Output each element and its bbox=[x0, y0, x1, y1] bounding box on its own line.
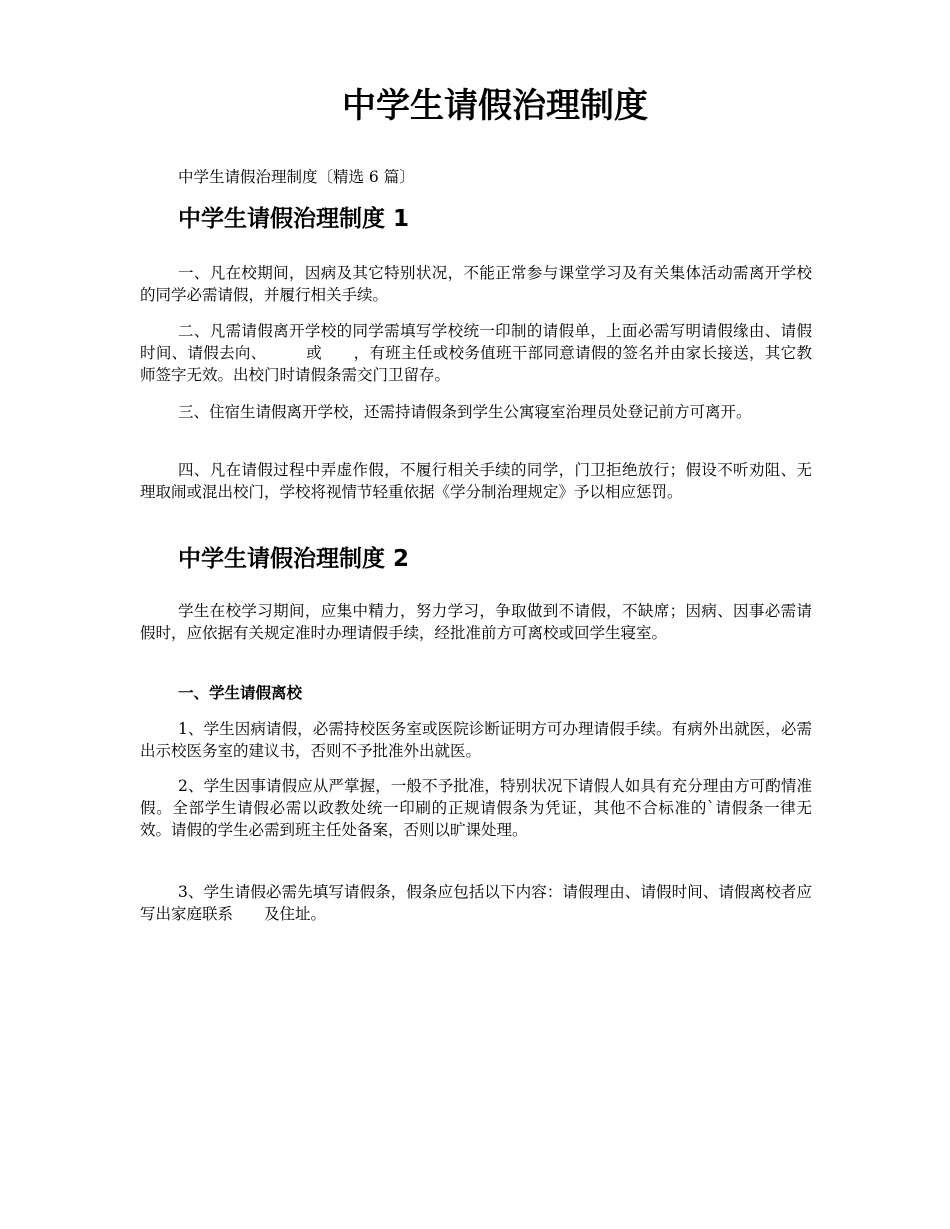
section-1-paragraph-4: 四、凡在请假过程中弄虚作假，不履行相关手续的同学，门卫拒绝放行；假设不听劝阻、无理取闹或混出校门，学校将视情节轻重依据《学分制治理规定》予以相应惩罚。 bbox=[140, 461, 812, 501]
document-title: 中学生请假治理制度 bbox=[342, 86, 648, 126]
section-1-paragraph-2: 二、凡需请假离开学校的同学需填写学校统一印制的请假单，上面必需写明请假缘由、请假时间、请假去向、 或 ，有班主任或校务值班干部同意请假的签名并由家长接送，其它教师签字无效。出校门时请假条需交门卫留存。 bbox=[140, 322, 812, 384]
section-1-paragraph-3: 三、住宿生请假离开学校，还需持请假条到学生公寓寝室治理员处登记前方可离开。 bbox=[178, 403, 752, 421]
section-2-intro: 学生在校学习期间，应集中精力，努力学习，争取做到不请假，不缺席；因病、因事必需请假时，应依据有关规定准时办理请假手续，经批准前方可离校或回学生寝室。 bbox=[140, 602, 812, 642]
section-2-paragraph-2: 2、学生因事请假应从严掌握，一般不予批准，特别状况下请假人如具有充分理由方可酌情准假。全部学生请假必需以政教处统一印刷的正规请假条为凭证，其他不合标准的`请假条一律无效。请假的学生必需到班主任处备案，否则以旷课处理。 bbox=[140, 777, 812, 839]
section-2-paragraph-3: 3、学生请假必需先填写请假条，假条应包括以下内容：请假理由、请假时间、请假离校者应写出家庭联系 及住址。 bbox=[140, 883, 812, 923]
section-2-paragraph-1: 1、学生因病请假，必需持校医务室或医院诊断证明方可办理请假手续。有病外出就医，必需出示校医务室的建议书，否则不予批准外出就医。 bbox=[140, 720, 812, 760]
document-subtitle: 中学生请假治理制度〔精选 6 篇〕 bbox=[178, 168, 415, 186]
section-1-heading: 中学生请假治理制度 1 bbox=[178, 206, 410, 232]
section-2-subheading: 一、学生请假离校 bbox=[178, 684, 303, 702]
section-1-paragraph-1: 一、凡在校期间，因病及其它特别状况，不能正常参与课堂学习及有关集体活动需离开学校的同学必需请假，并履行相关手续。 bbox=[140, 264, 812, 304]
section-2-heading: 中学生请假治理制度 2 bbox=[178, 546, 410, 572]
